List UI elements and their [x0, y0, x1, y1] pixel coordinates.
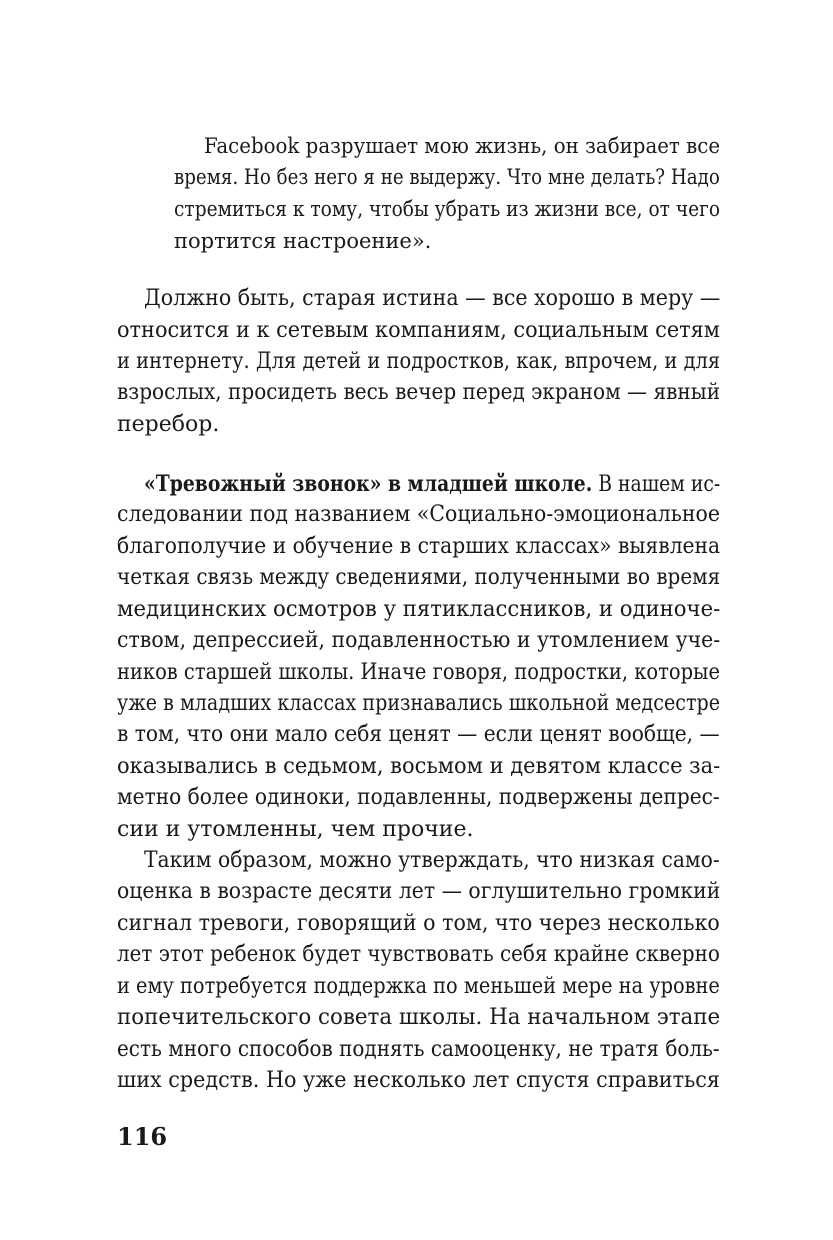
text-line: Таким образом, можно утверждать, что низкая само- — [144, 848, 720, 873]
text-line: относится и к сетевым компаниям, социальным сетям — [117, 318, 721, 343]
text-line: метно более одиноки, подавленны, подвержены депрес- — [117, 785, 720, 810]
text-line: уже в младших классах признавались школьной медсестре — [117, 691, 721, 716]
text-line: медицинских осмотров у пятиклассников, и одиноче- — [117, 597, 721, 622]
text-line: ников старшей школы. Иначе говоря, подростки, которые — [117, 660, 721, 685]
text-line: ством, депрессией, подавленностью и утомлением уче- — [117, 628, 721, 653]
text-line: Должно быть, старая истина — все хорошо в меру — — [144, 286, 721, 311]
text-line: в том, что они мало себя ценят — если ценят вообще, — — [117, 722, 720, 747]
text-line: и ему потребуется поддержка по меньшей мере на уровне — [117, 974, 720, 999]
text-line: благополучие и обучение в старших классах» выявлена — [117, 534, 721, 559]
section-heading: «Тревожный звонок» в младшей школе. — [144, 471, 593, 497]
section-first-line-text: В нашем ис- — [592, 472, 721, 497]
quote-line: стремиться к тому, чтобы убрать из жизни все, от чего — [174, 197, 721, 221]
text-line: сии и утомленны, чем прочие. — [117, 817, 474, 842]
text-line: ших средств. Но уже несколько лет спустя справиться — [117, 1068, 720, 1093]
text-line: сигнал тревоги, говорящий о том, что через несколько — [117, 911, 720, 936]
text-line: попечительского совета школы. На начальном этапе — [117, 1005, 721, 1030]
quote-line: Facebook разрушает мою жизнь, он забирает все — [204, 134, 721, 158]
text-line: взрослых, просидеть весь вечер перед экраном — явный — [117, 380, 721, 405]
text-line: следовании под названием «Социально-эмоциональное — [117, 502, 720, 527]
text-line: и интернету. Для детей и подростков, как, впрочем, и для — [117, 349, 721, 374]
quote-line: портится настроение». — [174, 229, 432, 253]
text-line — [144, 469, 720, 500]
text-line: оказывались в седьмом, восьмом и девятом классе за- — [117, 754, 721, 779]
quote-line: время. Но без него я не выдержу. Что мне делать? Надо — [174, 165, 720, 189]
text-line: перебор. — [117, 412, 220, 437]
text-line: четкая связь между сведениями, полученными во время — [117, 565, 721, 590]
text-line: есть много способов поднять самооценку, не тратя боль- — [117, 1037, 720, 1062]
text-line: лет этот ребенок будет чувствовать себя крайне скверно — [117, 942, 720, 967]
page-number: 116 — [117, 1122, 168, 1151]
text-line: оценка в возрасте десяти лет — оглушительно громкий — [117, 879, 721, 904]
